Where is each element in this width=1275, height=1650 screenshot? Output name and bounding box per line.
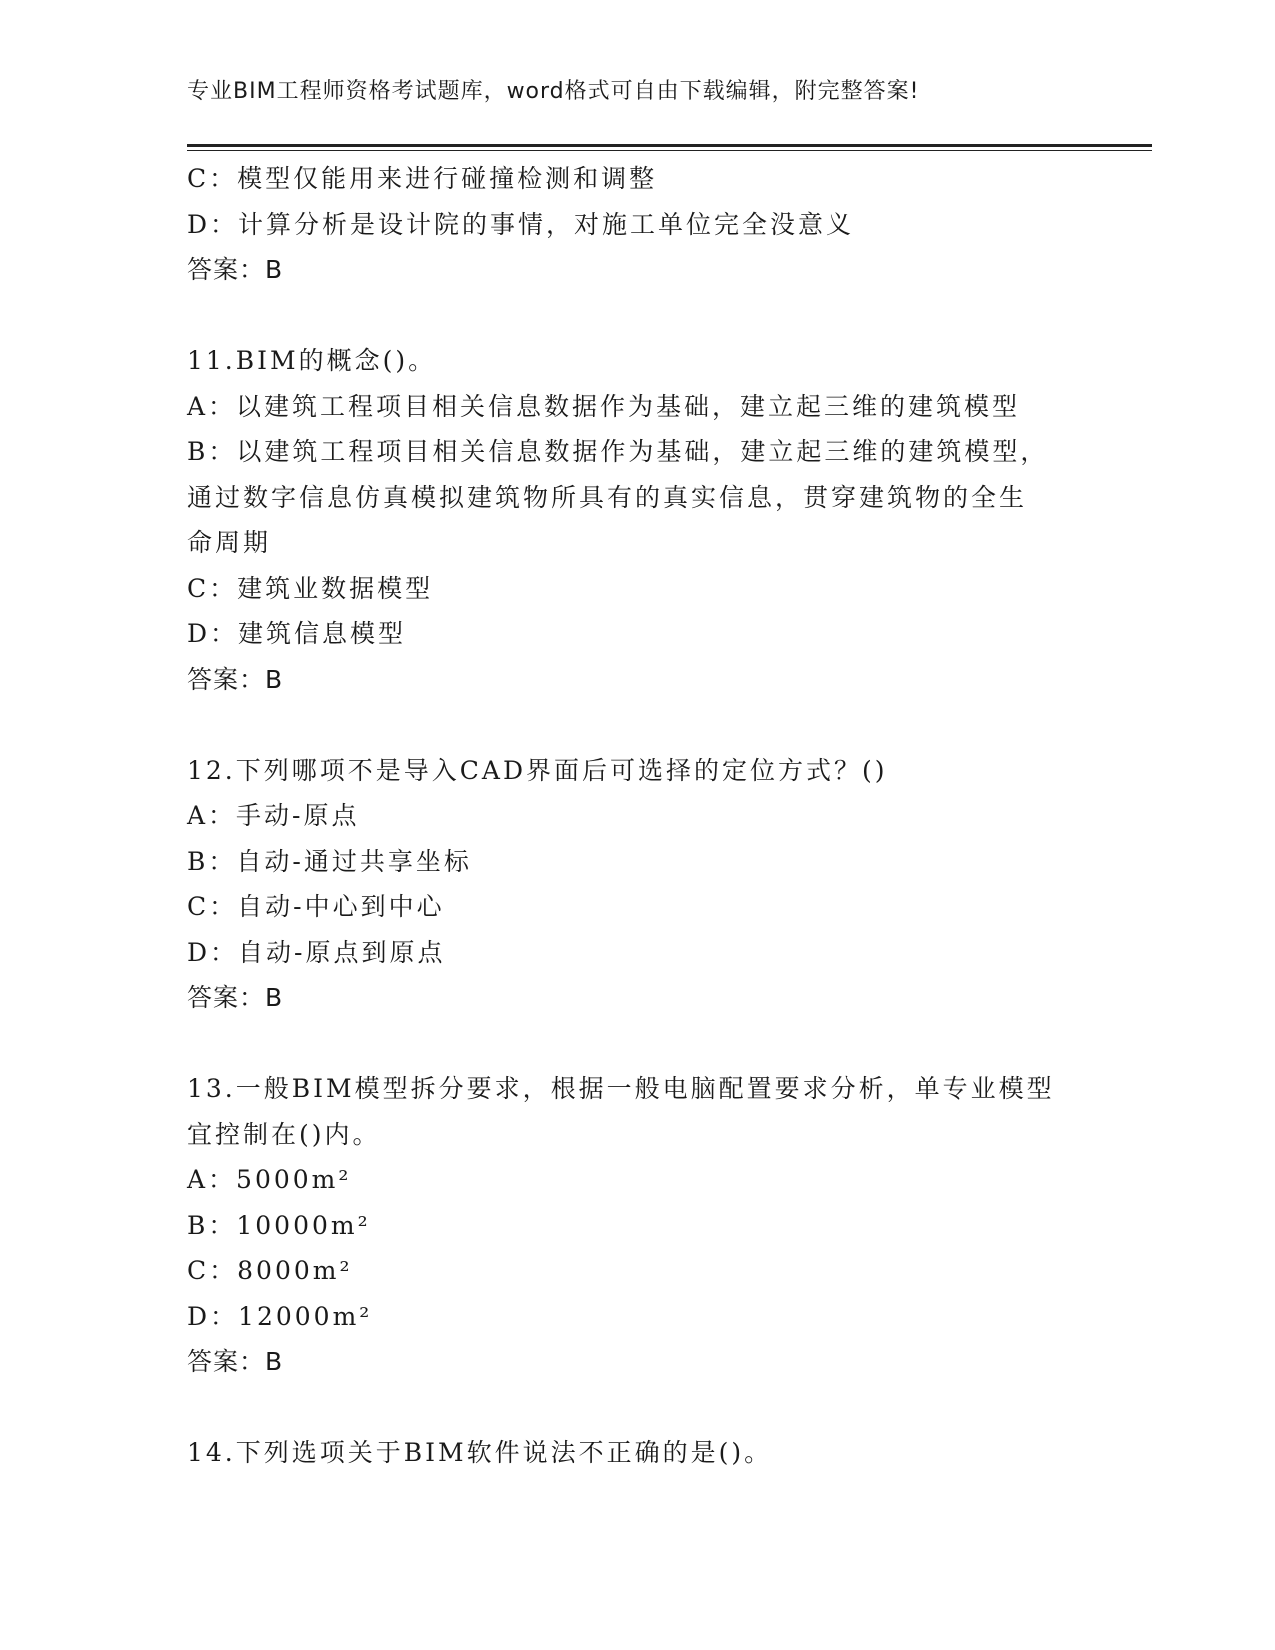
q13-question-line1: 13.一般BIM模型拆分要求，根据一般电脑配置要求分析，单专业模型 [187,1074,1055,1103]
page-header: 专业BIM工程师资格考试题库，word格式可自由下载编辑，附完整答案! [187,79,920,104]
spacer [187,702,1087,748]
q12-option-a: A：手动-原点 [187,801,360,830]
q11-option-b-line1: B：以建筑工程项目相关信息数据作为基础，建立起三维的建筑模型， [187,437,1049,466]
q11-option-d: D：建筑信息模型 [187,619,407,648]
q12-answer: 答案：B [187,983,284,1012]
q12-question: 12.下列哪项不是导入CAD界面后可选择的定位方式？() [187,755,888,785]
q11-option-b-line3: 命周期 [187,528,272,557]
header-rule-thin [187,150,1152,151]
q13-option-a: A：5000m² [187,1165,352,1194]
q11-question: 11.BIM的概念()。 [187,346,437,375]
spacer [187,1385,1087,1431]
q11-answer: 答案：B [187,664,284,694]
spacer [187,293,1087,339]
q13-answer: 答案：B [187,1347,284,1376]
header-rule-thick [187,144,1152,147]
q12-option-c: C：自动-中心到中心 [187,892,445,921]
question-list [187,156,1087,1476]
q12-option-b: B：自动-通过共享坐标 [187,846,472,876]
q11-option-b-line2: 通过数字信息仿真模拟建筑物所具有的真实信息，贯穿建筑物的全生 [187,482,1028,512]
q12-option-d: D：自动-原点到原点 [187,937,446,967]
q13-option-d: D：12000m² [187,1301,373,1331]
q11-option-c: C：建筑业数据模型 [187,573,434,603]
q14-question: 14.下列选项关于BIM软件说法不正确的是()。 [187,1438,773,1467]
q13-option-b: B：10000m² [187,1210,371,1240]
q11-option-a: A：以建筑工程项目相关信息数据作为基础，建立起三维的建筑模型 [187,391,1021,421]
q13-option-c: C：8000m² [187,1256,353,1285]
q10-answer: 答案：B [187,255,284,284]
q10-option-c: C：模型仅能用来进行碰撞检测和调整 [187,164,658,193]
q10-option-d: D：计算分析是设计院的事情，对施工单位完全没意义 [187,209,855,239]
q13-question-line2: 宜控制在()内。 [187,1119,381,1149]
spacer [187,1021,1087,1067]
